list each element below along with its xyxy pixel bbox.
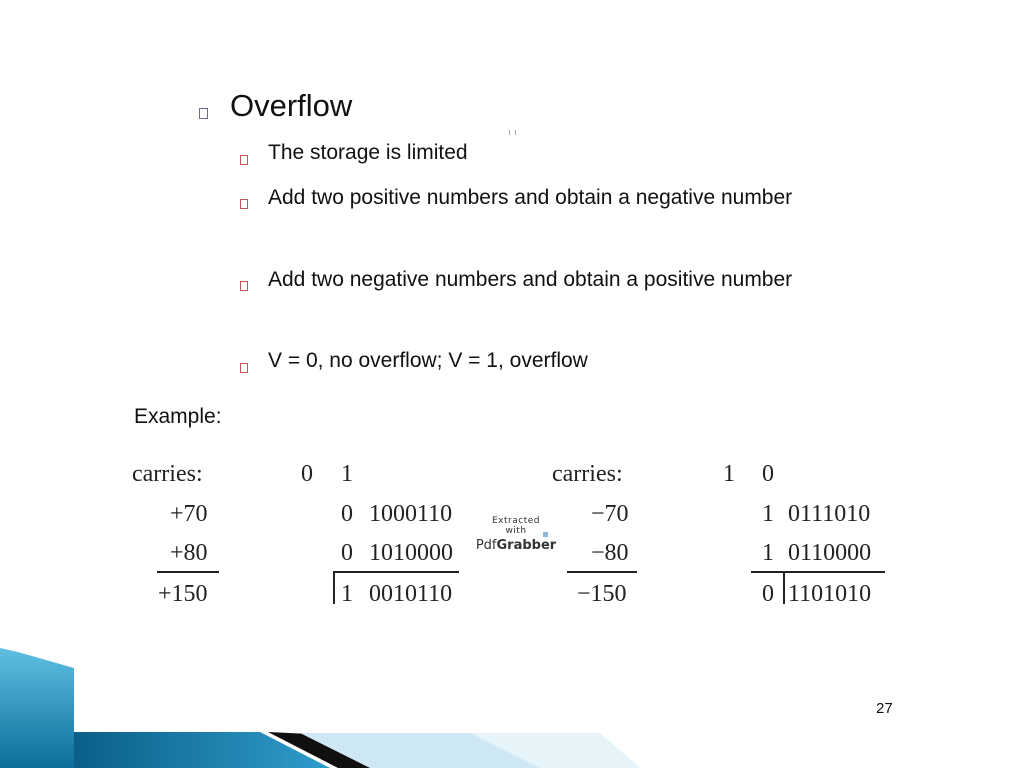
example-label: Example: bbox=[134, 405, 222, 428]
carries-label: carries: bbox=[552, 461, 623, 487]
carry-digit: 0 bbox=[301, 461, 313, 487]
operand-bits: 0111010 bbox=[788, 501, 871, 527]
operand-decimal: −70 bbox=[591, 501, 629, 527]
operand-decimal: +80 bbox=[170, 540, 208, 566]
bullet-negative-overflow: Add two negative numbers and obtain a positive number bbox=[268, 268, 793, 291]
watermark-brand-name: Grabber bbox=[496, 538, 557, 553]
operand-decimal: +70 bbox=[170, 501, 208, 527]
watermark-line: with bbox=[505, 526, 527, 536]
operand-bits: 0110000 bbox=[788, 540, 872, 566]
operand-bits: 1000110 bbox=[369, 501, 453, 527]
result-sign-bit: 1 bbox=[341, 581, 353, 607]
operand-sign-bit: 0 bbox=[341, 540, 353, 566]
result-decimal: +150 bbox=[158, 581, 208, 607]
bullet-v-flag: V = 0, no overflow; V = 1, overflow bbox=[268, 349, 588, 372]
result-bits: 0010110 bbox=[369, 581, 453, 607]
watermark-brand-prefix: Pdf bbox=[475, 538, 497, 553]
page-number: 27 bbox=[876, 700, 893, 717]
operand-sign-bit: 1 bbox=[762, 501, 774, 527]
carry-digit: 1 bbox=[341, 461, 353, 487]
carry-digit: 1 bbox=[723, 461, 735, 487]
result-bits: 1101010 bbox=[788, 581, 872, 607]
watermark-line: Extracted bbox=[492, 516, 540, 526]
operand-decimal: −80 bbox=[591, 540, 629, 566]
result-decimal: −150 bbox=[577, 581, 627, 607]
carries-label: carries: bbox=[132, 461, 203, 487]
bullet-storage-limited: The storage is limited bbox=[268, 141, 468, 164]
operand-sign-bit: 1 bbox=[762, 540, 774, 566]
result-sign-bit: 0 bbox=[762, 581, 774, 607]
slide-title: Overflow bbox=[230, 88, 353, 123]
operand-bits: 1010000 bbox=[369, 540, 453, 566]
carry-digit: 0 bbox=[762, 461, 774, 487]
bullet-positive-overflow: Add two positive numbers and obtain a negative number bbox=[268, 186, 793, 209]
operand-sign-bit: 0 bbox=[341, 501, 353, 527]
